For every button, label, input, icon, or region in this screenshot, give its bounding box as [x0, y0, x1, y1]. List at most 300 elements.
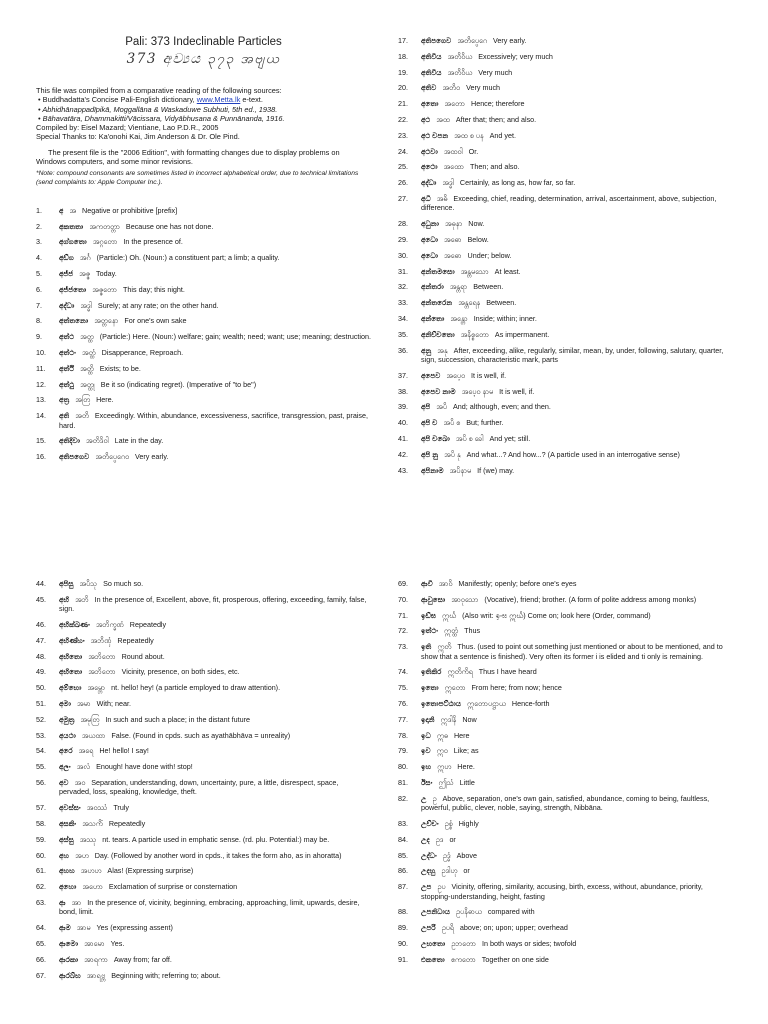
entry-pali-burmese: အတော	[444, 99, 465, 109]
entry-item	[398, 282, 733, 291]
entry-definition: In both ways or sides; twofold	[482, 938, 577, 948]
entry-definition: Yes (expressing assent)	[96, 923, 173, 933]
entry-definition: Very early.	[135, 452, 169, 462]
entry-body	[421, 219, 733, 228]
entry-item	[36, 222, 371, 231]
entry-definition: Exceeding, chief, reading, determination, arrival, ascertainment, above, subjection, difference.	[421, 193, 717, 213]
entry-body	[59, 222, 371, 231]
entry-body	[421, 579, 733, 588]
entry-body	[59, 301, 371, 310]
entry-pali-burmese: အသကိံ	[82, 818, 103, 828]
column-top-right	[398, 36, 733, 481]
entry-definition: Disapperance, Reproach.	[101, 347, 184, 357]
entry-definition: or	[449, 834, 456, 844]
entry-number: 15.	[36, 436, 46, 446]
entry-pali-burmese: အာဝုသော	[451, 594, 479, 604]
entry-pali-sinhala: අභිණ්හං	[59, 635, 85, 645]
entry-definition: From here; from now; hence	[471, 683, 562, 693]
entry-body	[421, 731, 733, 740]
entry-definition: It is well, if.	[471, 370, 507, 380]
intro-source-3: • Bāhavatāra, Dhammakitti/Vācissara, Vidyābhusana & Punnānanda, 1916.	[38, 113, 285, 123]
entry-definition: But; further.	[466, 418, 504, 428]
entry-item	[398, 178, 733, 187]
entry-item	[398, 907, 733, 916]
entry-definition: Negative or prohibitive [prefix]	[82, 205, 178, 215]
entry-pali-sinhala: අතිවිය	[421, 67, 442, 77]
entry-number: 21.	[398, 99, 408, 109]
entry-item	[36, 206, 371, 215]
entry-item	[36, 715, 371, 724]
entry-number: 14.	[36, 411, 46, 421]
entry-pali-sinhala: ආම	[59, 923, 71, 933]
entry-pali-sinhala: අමා	[59, 698, 71, 708]
entry-item	[398, 402, 733, 411]
entry-pali-burmese: အတ္ထ	[80, 332, 94, 342]
entry-pali-sinhala: අති	[59, 411, 70, 421]
entry-pali-burmese: အယထာ	[81, 730, 106, 740]
entry-item	[36, 866, 371, 875]
entry-definition: Alas! (Expressing surprise)	[107, 866, 194, 876]
entry-pali-burmese: အာမ	[76, 923, 91, 933]
entry-pali-sinhala: අභිතො	[59, 667, 83, 677]
entry-number: 31.	[398, 266, 408, 276]
entry-pali-sinhala: උ	[421, 793, 427, 803]
entry-item	[398, 450, 733, 459]
entry-pali-sinhala: උපරි	[421, 923, 436, 933]
entry-body	[59, 971, 371, 980]
entry-number: 61.	[36, 866, 46, 876]
entry-pali-burmese: အတိဝိယ	[447, 67, 473, 77]
entry-pali-burmese: အဘိတော	[88, 651, 116, 661]
entry-item	[398, 699, 733, 708]
entry-item	[36, 620, 371, 629]
entry-pali-sinhala: උද	[421, 834, 430, 844]
entry-definition: Round about.	[121, 651, 165, 661]
entry-pali-burmese: အမ္ဘော	[87, 683, 106, 693]
entry-pali-burmese: အဒ္ဓါ	[442, 178, 454, 188]
entry-item	[36, 253, 371, 262]
entry-pali-burmese: ဧကတော	[450, 954, 476, 964]
entry-body	[59, 253, 371, 262]
entry-number: 36.	[398, 345, 408, 355]
entry-item	[36, 595, 371, 614]
intro-sources-line: This file was compiled from a comparative reading of the following sources:	[36, 86, 282, 95]
entry-pali-sinhala: එකතො	[421, 954, 445, 964]
entry-definition: So much so.	[103, 579, 144, 588]
entry-definition: Exclamation of surprise or consternation	[108, 882, 238, 892]
entry-pali-sinhala: අත්ථ	[59, 332, 75, 342]
entry-definition: At least.	[494, 266, 521, 276]
entry-pali-burmese: အမုတြ	[80, 714, 100, 724]
entry-pali-sinhala: අතිදිවා	[59, 436, 80, 446]
entry-pali-sinhala: උද්ධං	[421, 850, 437, 860]
entry-number: 11.	[36, 363, 46, 373]
entry-item	[398, 235, 733, 244]
entry-pali-sinhala: අතිපගෙව	[59, 452, 90, 462]
entry-item	[36, 667, 371, 676]
entry-number: 57.	[36, 803, 46, 813]
entry-definition: This day; this night.	[123, 284, 185, 294]
entry-body	[421, 626, 733, 635]
entry-pali-burmese: ဣဝ	[436, 746, 448, 756]
entries-list-top-left	[36, 206, 371, 462]
entry-number: 33.	[398, 298, 408, 308]
entry-pali-sinhala: ආමො	[59, 938, 79, 948]
entry-body	[421, 387, 733, 396]
entry-definition: Together on one side	[481, 954, 549, 964]
entry-pali-burmese: အထ	[436, 114, 450, 124]
column-bottom-left	[36, 579, 371, 986]
entry-definition: Now.	[468, 219, 485, 229]
entry-number: 62.	[36, 882, 46, 892]
entry-body	[59, 285, 371, 294]
entry-pali-burmese: ဥပရိ	[441, 923, 454, 933]
entry-item	[36, 851, 371, 860]
entry-pali-sinhala: අද්ධා	[59, 300, 75, 310]
entry-item	[398, 746, 733, 755]
entry-number: 28.	[398, 219, 408, 229]
entry-body	[421, 699, 733, 708]
entry-pali-sinhala: අතිපගෙව	[421, 36, 452, 45]
entry-pali-burmese: အဓော	[444, 234, 462, 244]
entry-body	[421, 314, 733, 323]
entry-definition: Like; as	[453, 746, 479, 756]
entry-pali-sinhala: අථො	[421, 162, 438, 172]
entry-definition: compared with	[487, 907, 535, 917]
entry-number: 7.	[36, 300, 42, 310]
entry-number: 42.	[398, 449, 408, 459]
entry-pali-burmese: အပိသု	[79, 579, 98, 588]
entry-pali-burmese: အတိ	[75, 411, 89, 421]
entry-item	[398, 882, 733, 901]
entry-item	[36, 971, 371, 980]
entry-item	[36, 237, 371, 246]
entry-pali-burmese: အလံ	[76, 762, 91, 772]
entry-pali-burmese: အပိ စ ခေါ	[455, 433, 484, 443]
entry-number: 51.	[36, 698, 46, 708]
entry-definition: Inside; within; inner.	[473, 313, 537, 323]
entry-item	[36, 285, 371, 294]
entry-pali-burmese: အပိ နု	[444, 449, 461, 459]
entry-number: 34.	[398, 313, 408, 323]
entry-number: 37.	[398, 370, 408, 380]
entry-body	[421, 194, 733, 213]
entry-pali-burmese: အဿု	[79, 834, 97, 844]
entry-definition: Beginning with; referring to; about.	[111, 970, 221, 980]
entry-pali-sinhala: ඉතො	[421, 683, 439, 693]
entry-pali-burmese: အကတတ္တာ	[89, 221, 120, 231]
entry-number: 39.	[398, 402, 408, 412]
entry-pali-burmese: အထော	[443, 162, 464, 172]
entry-pali-burmese: အတိဝ	[442, 83, 461, 93]
entry-definition: Under; below.	[467, 250, 512, 260]
entry-pali-burmese: ဣတိ	[437, 642, 452, 652]
entry-pali-burmese: အဟဟ	[80, 866, 102, 876]
entry-body	[421, 282, 733, 291]
entry-pali-sinhala: අව	[59, 777, 69, 787]
column-bottom-right	[398, 579, 733, 971]
entry-number: 44.	[36, 579, 46, 588]
entry-pali-burmese: ဣဓ	[436, 730, 448, 740]
entry-pali-sinhala: අධි	[421, 193, 431, 203]
entry-item	[36, 269, 371, 278]
entry-item	[398, 642, 733, 661]
entry-body	[421, 235, 733, 244]
entry-pali-burmese: အာဝိ	[438, 579, 453, 588]
entry-pali-sinhala: අපෙව	[421, 370, 441, 380]
entry-item	[398, 731, 733, 740]
entry-body	[59, 667, 371, 676]
entry-definition: Separation, understanding, down, uncertainty, pure, a little, disrespect, space, pervaded, loss, speaking, knowledge, theft.	[59, 777, 339, 797]
entry-body	[59, 778, 371, 797]
entry-definition: Hence-forth	[511, 698, 550, 708]
entry-pali-burmese: ဥ	[432, 793, 437, 803]
entry-body	[59, 851, 371, 860]
entry-body	[59, 866, 371, 875]
entry-body	[59, 835, 371, 844]
entry-body	[59, 898, 371, 917]
entry-body	[59, 620, 371, 629]
entry-number: 65.	[36, 938, 46, 948]
entry-number: 46.	[36, 620, 46, 629]
entry-pali-burmese: အဝ	[74, 777, 86, 787]
page-title: Pali: 373 Indeclinable Particles	[125, 36, 282, 48]
entry-definition: (Vocative), friend; brother. (A form of polite address among monks)	[484, 594, 697, 604]
entry-pali-burmese: အ	[69, 205, 77, 215]
entry-body	[59, 452, 371, 461]
entry-pali-sinhala: අපි නු	[421, 449, 439, 459]
entry-item	[36, 395, 371, 404]
entry-pali-sinhala: අපි චඛො	[421, 433, 450, 443]
entry-definition: After, exceeding, alike, regularly, similar, mean, by, under, following, salutary, quarter, sign, succession, characteristic mark, parts	[421, 345, 724, 364]
entry-item	[36, 301, 371, 310]
entry-number: 75.	[398, 683, 408, 693]
entry-definition: After that; then; and also.	[455, 114, 537, 124]
entry-body	[59, 715, 371, 724]
entry-body	[421, 762, 733, 771]
entry-definition: Day. (Followed by another word in cpds., it takes the form aho, as in ahoratta)	[94, 850, 342, 860]
entry-body	[421, 402, 733, 411]
entry-item	[36, 762, 371, 771]
entry-item	[398, 851, 733, 860]
entry-pali-burmese: အပေ့ဝ နာမ	[461, 386, 494, 396]
entry-pali-sinhala: ආරබ්භ	[59, 970, 81, 980]
entry-pali-sinhala: අන්තො	[421, 313, 445, 323]
entry-number: 29.	[398, 234, 408, 244]
entry-pali-burmese: အဘိ	[75, 594, 89, 604]
entry-pali-sinhala: අත්ථු	[59, 379, 75, 389]
entry-body	[421, 835, 733, 844]
entry-number: 54.	[36, 746, 46, 756]
entry-number: 38.	[398, 386, 408, 396]
entry-body	[421, 466, 733, 475]
entry-pali-sinhala: අථ චපන	[421, 130, 449, 140]
entry-body	[59, 380, 371, 389]
intro-source-1	[36, 95, 371, 104]
entry-pali-burmese: အတိပ္ပေဂေ	[457, 36, 487, 45]
entry-pali-burmese: အဘိက္ခဏံ	[95, 620, 124, 629]
entry-pali-burmese: အဂ္ဂတော	[92, 237, 118, 247]
entry-pali-sinhala: උභතො	[421, 938, 446, 948]
entry-item	[398, 267, 733, 276]
entry-number: 60.	[36, 850, 46, 860]
metta-link[interactable]: www.Metta.lk	[196, 95, 241, 105]
entry-definition: (Particle:) Oh. (Noun:) a constituent part; a limb; a quality.	[96, 253, 280, 263]
entry-pali-sinhala: අහො	[59, 882, 77, 892]
entry-pali-burmese: အတ္ထံ	[81, 347, 96, 357]
entry-definition: Late in the day.	[114, 436, 164, 446]
entry-number: 41.	[398, 433, 408, 443]
entry-number: 72.	[398, 626, 408, 636]
entry-definition: In such and such a place; in the distant future	[105, 714, 251, 724]
entry-number: 69.	[398, 579, 408, 588]
entry-number: 76.	[398, 698, 408, 708]
entry-number: 87.	[398, 882, 408, 892]
entry-number: 32.	[398, 282, 408, 292]
entry-definition: In the presence of, Excellent, above, fit, prosperous, offering, exceeding, family, false, sign.	[59, 594, 367, 614]
entry-item	[36, 939, 371, 948]
entry-definition: Above	[456, 850, 477, 860]
entry-number: 19.	[398, 67, 408, 77]
entry-item	[398, 346, 733, 365]
entry-pali-sinhala: ඉඩ්ඝ	[421, 610, 436, 620]
entry-item	[36, 411, 371, 430]
entry-number: 63.	[36, 897, 46, 907]
entry-number: 67.	[36, 970, 46, 980]
entry-definition: Above, separation, one's own gain, satisfied, abundance, coming to being, faultless, powerful, public, clever, noble, saying, strength, Nibbāna.	[421, 793, 710, 813]
entry-body	[421, 83, 733, 92]
entry-item	[398, 715, 733, 724]
entry-number: 88.	[398, 907, 408, 917]
entry-pali-burmese: ဥပ	[437, 882, 446, 892]
entry-pali-sinhala: අස්සු	[59, 834, 74, 844]
entry-body	[421, 131, 733, 140]
entry-definition: Because one has not done.	[125, 221, 214, 231]
entry-number: 59.	[36, 834, 46, 844]
entry-item	[36, 636, 371, 645]
entry-pali-burmese: အန္တရေန	[458, 298, 481, 308]
entry-definition: Manifestly; openly; before one's eyes	[458, 579, 577, 588]
entry-definition: Thus I have heard	[478, 667, 537, 677]
entry-number: 18.	[398, 51, 408, 61]
entry-pali-sinhala: උදහු	[421, 866, 436, 876]
entry-body	[421, 667, 733, 676]
entry-definition: Very much	[466, 83, 501, 93]
entry-pali-sinhala: අත්‍ර	[59, 395, 70, 405]
entry-item	[36, 882, 371, 891]
entry-definition: As impermanent.	[494, 329, 550, 339]
entry-item	[398, 131, 733, 140]
entry-definition: Repeatedly	[117, 635, 154, 645]
entry-number: 49.	[36, 667, 46, 677]
entry-item	[36, 452, 371, 461]
entry-item	[36, 699, 371, 708]
entry-number: 55.	[36, 762, 46, 772]
entry-pali-sinhala: අපි	[421, 402, 431, 412]
entry-definition: And; although, even; and then.	[453, 402, 551, 412]
entry-definition: It is well, if.	[499, 386, 535, 396]
entry-pali-burmese: အဓုနာ	[444, 219, 463, 229]
entry-pali-burmese: အနိစ္စတော	[460, 329, 489, 339]
entry-item	[398, 762, 733, 771]
entry-pali-burmese: အတိဝိယ	[447, 51, 473, 61]
entry-pali-burmese: အဝဿံ	[86, 803, 108, 813]
entry-body	[59, 316, 371, 325]
entry-body	[59, 436, 371, 445]
entry-pali-sinhala: ආවුසො	[421, 594, 446, 604]
entry-pali-burmese: အထ စ ပန	[454, 130, 484, 140]
entry-pali-burmese: အဘိဏှံ	[90, 635, 112, 645]
entry-pali-sinhala: ඉති	[421, 642, 432, 652]
entry-pali-sinhala: උපනිධාය	[421, 907, 451, 917]
entry-pali-burmese: အန္တမသော	[460, 266, 489, 276]
entry-body	[421, 882, 733, 901]
entry-body	[59, 395, 371, 404]
entry-number: 30.	[398, 250, 408, 260]
entry-item	[398, 314, 733, 323]
entry-definition: Then; and also.	[469, 162, 520, 172]
entry-item	[36, 778, 371, 797]
entry-pali-burmese: အာရကာ	[84, 954, 108, 964]
entry-body	[59, 955, 371, 964]
entry-body	[421, 866, 733, 875]
entry-definition: Here	[453, 730, 470, 740]
entry-number: 3.	[36, 237, 42, 247]
entry-number: 5.	[36, 268, 42, 278]
entry-number: 66.	[36, 954, 46, 964]
entry-number: 25.	[398, 162, 408, 172]
entry-pali-burmese: ဤသံ	[438, 777, 454, 787]
entry-number: 53.	[36, 730, 46, 740]
entry-pali-sinhala: අහහ	[59, 866, 75, 876]
entry-number: 77.	[398, 714, 408, 724]
entry-body	[59, 882, 371, 891]
entry-pali-burmese: အပိ	[436, 402, 447, 412]
entry-pali-sinhala: අතො	[421, 99, 439, 109]
entry-body	[421, 907, 733, 916]
entry-item	[398, 955, 733, 964]
entry-body	[59, 411, 371, 430]
entry-number: 48.	[36, 651, 46, 661]
entry-pali-sinhala: අපිසු	[59, 579, 74, 588]
entry-number: 45.	[36, 594, 46, 604]
entry-number: 78.	[398, 730, 408, 740]
entry-pali-burmese: အပိ စ	[443, 418, 461, 428]
entry-pali-sinhala: අත්ථි	[59, 363, 75, 373]
entry-pali-sinhala: අපිනාම	[421, 465, 444, 475]
entry-item	[36, 819, 371, 828]
entry-pali-burmese: အဓော	[444, 250, 462, 260]
entry-body	[59, 683, 371, 692]
entry-pali-sinhala: අනිච්චතො	[421, 329, 455, 339]
entry-body	[421, 794, 733, 813]
entry-pali-burmese: အတ္ထိ	[80, 363, 94, 373]
entry-number: 56.	[36, 777, 46, 787]
entry-definition: Below.	[467, 234, 489, 244]
entry-pali-sinhala: අම්භො	[59, 683, 82, 693]
entry-item	[398, 83, 733, 92]
entry-body	[59, 803, 371, 812]
entry-pali-burmese: အဓိ	[436, 193, 448, 203]
entry-item	[36, 803, 371, 812]
entry-definition: above; on; upon; upper; overhead	[459, 923, 568, 933]
entry-definition: Yes.	[110, 938, 125, 948]
entry-pali-burmese: ဣတော	[444, 683, 466, 693]
entry-pali-burmese: အတြ	[75, 395, 91, 405]
entry-pali-sinhala: ඉධ	[421, 730, 431, 740]
entry-body	[59, 939, 371, 948]
entry-pali-sinhala: අඩ්ග	[59, 253, 74, 263]
